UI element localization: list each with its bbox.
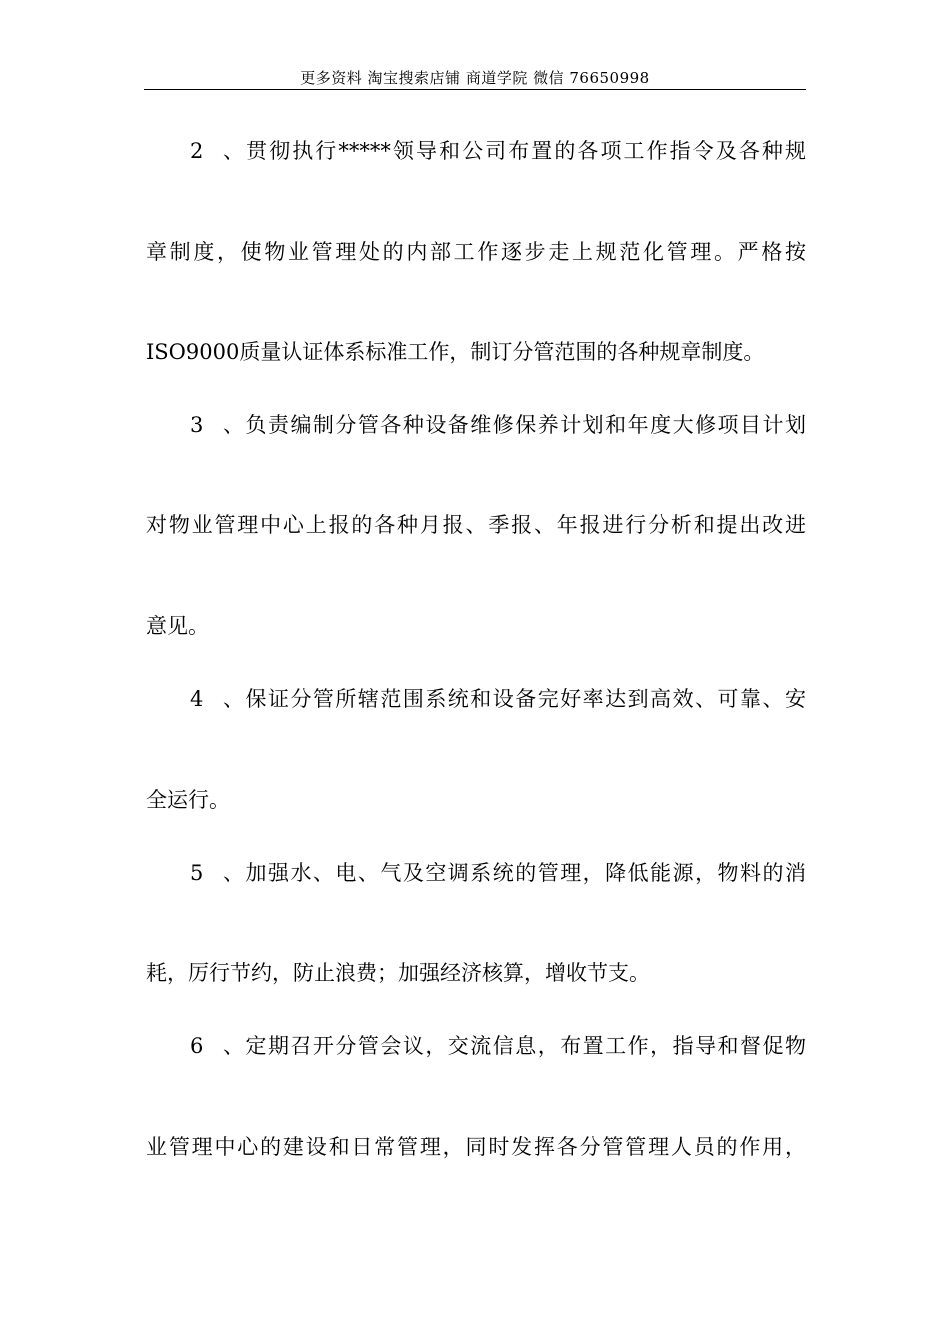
page-header: 更多资料 淘宝搜索店铺 商道学院 微信 76650998	[300, 69, 650, 87]
paragraph-text: 负责编制分管各种设备维修保养计划和年度大修项目计划	[244, 413, 806, 437]
paragraph-number: 3、	[190, 413, 244, 437]
paragraph-3-line-2: 对物业管理中心上报的各种月报、季报、年报进行分析和提出改进	[146, 513, 806, 537]
paragraph-text: 保证分管所辖范围系统和设备完好率达到高效、可靠、安	[244, 687, 806, 711]
paragraph-number: 2、	[190, 139, 244, 163]
paragraph-3-line-1	[190, 410, 806, 440]
paragraph-text: 贯彻执行*****领导和公司布置的各项工作指令及各种规	[244, 139, 806, 163]
paragraph-5-line-2: 耗，厉行节约，防止浪费；加强经济核算，增收节支。	[146, 961, 650, 985]
paragraph-number: 5、	[190, 861, 244, 885]
paragraph-6-line-1	[190, 1031, 806, 1061]
paragraph-text: 定期召开分管会议，交流信息，布置工作，指导和督促物	[244, 1034, 806, 1058]
paragraph-6-line-2: 业管理中心的建设和日常管理，同时发挥各分管管理人员的作用，	[146, 1135, 806, 1159]
header-rule	[144, 89, 806, 90]
paragraph-4-line-1	[190, 684, 806, 714]
paragraph-2-line-1	[190, 136, 806, 166]
paragraph-5-line-1	[190, 858, 806, 888]
paragraph-3-line-3: 意见。	[146, 614, 209, 638]
paragraph-4-line-2: 全运行。	[146, 788, 230, 812]
paragraph-text: 加强水、电、气及空调系统的管理，降低能源，物料的消	[244, 861, 806, 885]
paragraph-number: 6、	[190, 1034, 244, 1058]
paragraph-2-line-2: 章制度，使物业管理处的内部工作逐步走上规范化管理。严格按	[146, 240, 806, 264]
paragraph-number: 4、	[190, 687, 244, 711]
paragraph-2-line-3: ISO9000质量认证体系标准工作，制订分管范围的各种规章制度。	[146, 340, 765, 364]
